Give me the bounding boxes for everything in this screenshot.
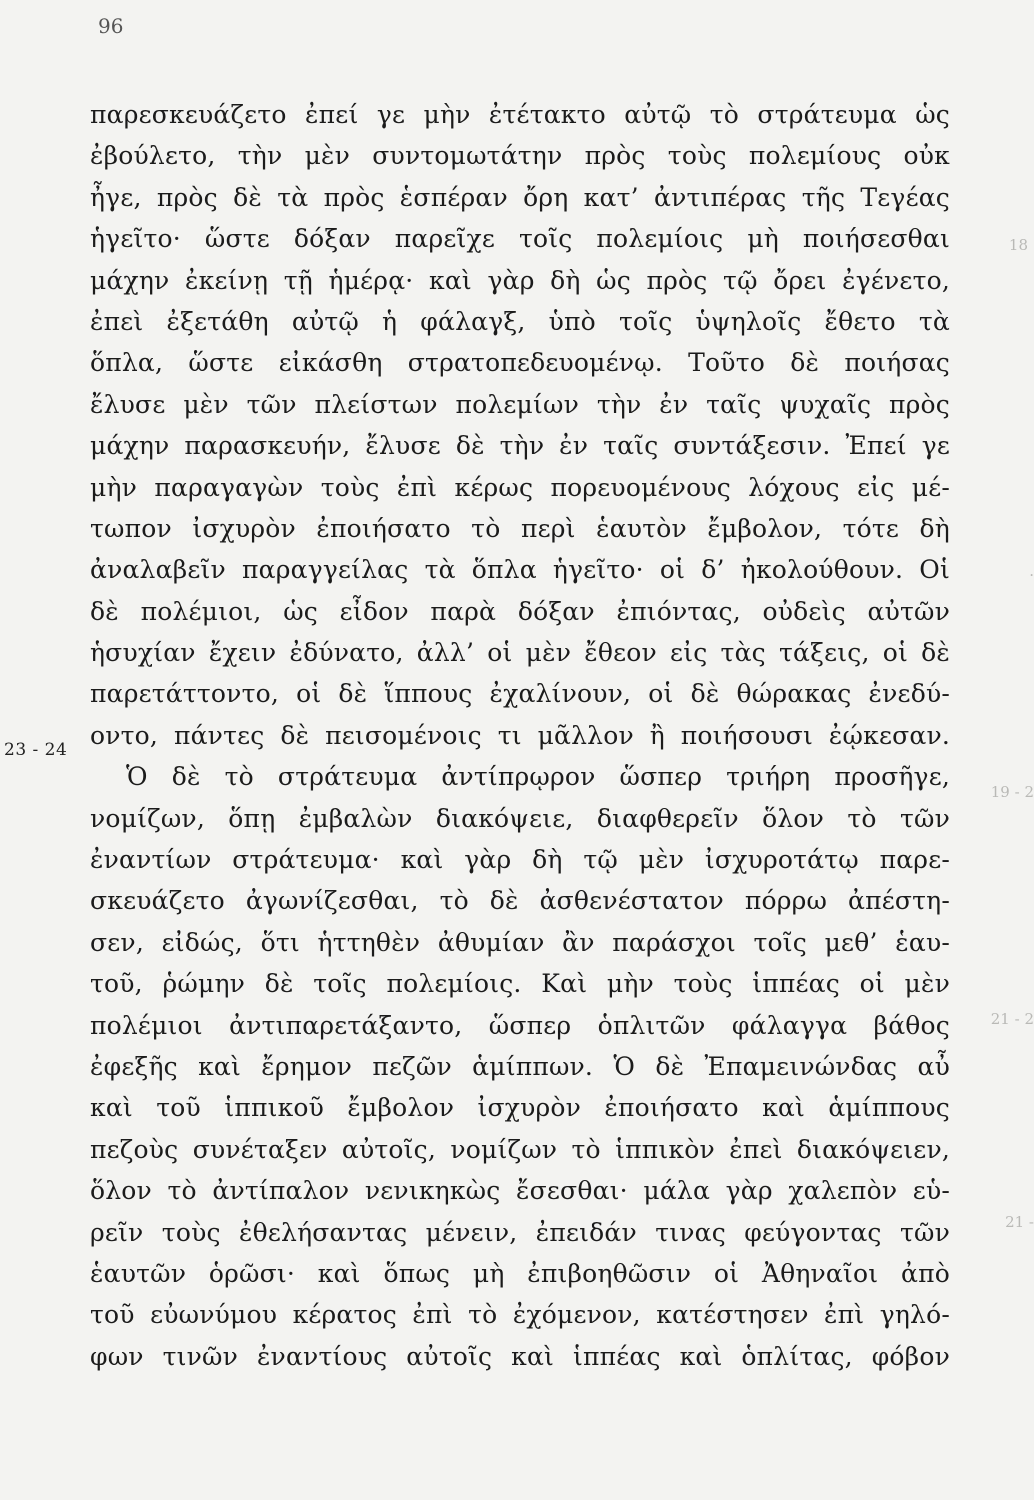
text-line: ἡγεῖτο· ὥστε δόξαν παρεῖχε τοῖς πολεμίοις μὴ ποιήσεσθαι [90,224,950,254]
text-line: μάχην παρασκευήν, ἔλυσε δὲ τὴν ἐν ταῖς συντάξεσιν. Ἐπεί γε [90,431,950,461]
text-line: σεν, εἰδώς, ὅτι ἡττηθὲν ἀθυμίαν ἂν παράσχοι τοῖς μεθ’ ἑαυ- [90,927,950,957]
text-line: ὅλον τὸ ἀντίπαλον νενικηκὼς ἔσεσθαι· μάλα γὰρ χαλεπὸν εὑ- [90,1176,950,1206]
text-line: ἔλυσε μὲν τῶν πλείστων πολεμίων τὴν ἐν ταῖς ψυχαῖς πρὸς [90,389,950,419]
bleed-through-mark: · [1029,566,1034,584]
page-number: 96 [98,14,124,38]
text-line: τοῦ εὐωνύμου κέρατος ἐπὶ τὸ ἐχόμενον, κατέστησεν ἐπὶ γηλό- [90,1300,950,1330]
text-line: οντο, πάντες δὲ πεισομένοις τι μᾶλλον ἢ ποιήσουσι ἐῴκεσαν. [90,720,950,750]
text-line: ἀναλαβεῖν παραγγείλας τὰ ὅπλα ἡγεῖτο· οἱ δ’ ἠκολούθουν. Οἱ [90,555,950,585]
text-line: ἦγε, πρὸς δὲ τὰ πρὸς ἑσπέραν ὄρη κατ’ ἀντιπέρας τῆς Τεγέας [90,182,950,212]
text-line: πολέμιοι ἀντιπαρετάξαντο, ὥσπερ ὁπλιτῶν φάλαγγα βάθος [90,1010,950,1040]
text-line: ὅπλα, ὥστε εἰκάσθη στρατοπεδευομένῳ. Τοῦτο δὲ ποιήσας [90,348,950,378]
text-line: ἡσυχίαν ἔχειν ἐδύνατο, ἀλλ’ οἱ μὲν ἔθεον εἰς τὰς τάξεις, οἱ δὲ [90,638,950,668]
bleed-through-mark: 21 - [1005,1213,1034,1231]
margin-reference: 23 - 24 [4,740,68,760]
text-line: ἐναντίων στράτευμα· καὶ γὰρ δὴ τῷ μὲν ἰσχυροτάτῳ παρε- [90,845,950,875]
text-line: μάχην ἐκείνῃ τῇ ἡμέρᾳ· καὶ γὰρ δὴ ὡς πρὸς τῷ ὄρει ἐγένετο, [90,265,950,295]
text-line: ἐβούλετο, τὴν μὲν συντομωτάτην πρὸς τοὺς πολεμίους οὐκ [90,141,950,171]
text-line: τωπον ἰσχυρὸν ἐποιήσατο τὸ περὶ ἑαυτὸν ἔμβολον, τότε δὴ [90,513,950,543]
text-line: σκευάζετο ἀγωνίζεσθαι, τὸ δὲ ἀσθενέστατον πόρρω ἀπέστη- [90,886,950,916]
bleed-through-mark: 21 - 2 [990,1010,1034,1028]
text-line: δὲ πολέμιοι, ὡς εἶδον παρὰ δόξαν ἐπιόντας, οὐδεὶς αὐτῶν [90,596,950,626]
body-text [90,94,950,1377]
text-line: ρεῖν τοὺς ἐθελήσαντας μένειν, ἐπειδάν τινας φεύγοντας τῶν [90,1217,950,1247]
text-line: φων τινῶν ἐναντίους αὐτοῖς καὶ ἱππέας καὶ ὁπλίτας, φόβον [90,1341,950,1371]
text-line: νομίζων, ὅπῃ ἐμβαλὼν διακόψειε, διαφθερεῖν ὅλον τὸ τῶν [90,803,950,833]
text-line: τοῦ, ῥώμην δὲ τοῖς πολεμίοις. Καὶ μὴν τοὺς ἱππέας οἱ μὲν [90,969,950,999]
text-line: καὶ τοῦ ἱππικοῦ ἔμβολον ἰσχυρὸν ἐποιήσατο καὶ ἁμίππους [90,1093,950,1123]
text-line: πεζοὺς συνέταξεν αὐτοῖς, νομίζων τὸ ἱππικὸν ἐπεὶ διακόψειεν, [90,1134,950,1164]
bleed-through-mark: 19 - 2 [990,783,1034,801]
text-line: παρεσκευάζετο ἐπεί γε μὴν ἐτέτακτο αὐτῷ τὸ στράτευμα ὡς [90,100,950,129]
text-line: ἐπεὶ ἐξετάθη αὐτῷ ἡ φάλαγξ, ὑπὸ τοῖς ὑψηλοῖς ἔθετο τὰ [90,306,950,336]
text-line: μὴν παραγαγὼν τοὺς ἐπὶ κέρως πορευομένους λόχους εἰς μέ- [90,472,950,502]
bleed-through-mark: 18 [1008,236,1028,254]
text-line: ἑαυτῶν ὁρῶσι· καὶ ὅπως μὴ ἐπιβοηθῶσιν οἱ Ἀθηναῖοι ἀπὸ [90,1258,950,1288]
text-line: Ὁ δὲ τὸ στράτευμα ἀντίπρῳρον ὥσπερ τριήρη προσῆγε, [126,762,950,792]
text-line: ἐφεξῆς καὶ ἔρημον πεζῶν ἁμίππων. Ὁ δὲ Ἐπαμεινώνδας αὖ [90,1051,950,1081]
text-line: παρετάττοντο, οἱ δὲ ἵππους ἐχαλίνουν, οἱ δὲ θώρακας ἐνεδύ- [90,679,950,709]
